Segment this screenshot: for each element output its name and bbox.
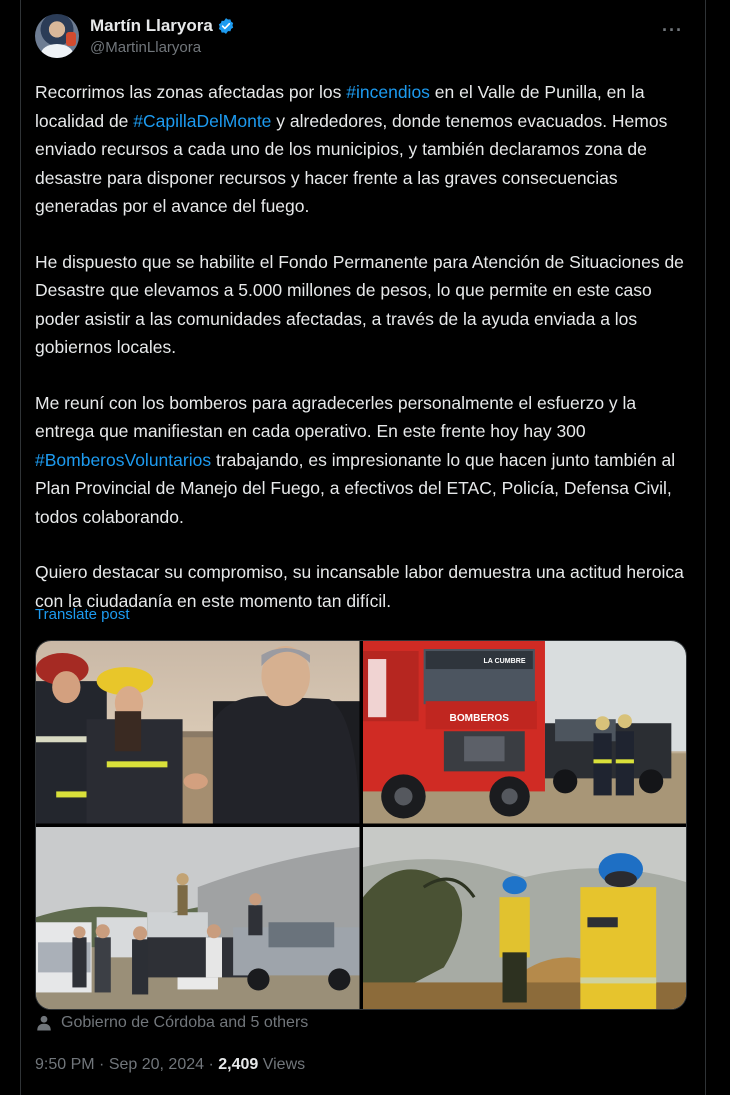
translate-post-link[interactable]: Translate post bbox=[35, 606, 130, 623]
name-row bbox=[90, 16, 235, 36]
post-metadata bbox=[35, 1056, 305, 1074]
avatar-accent bbox=[66, 32, 76, 46]
post-date[interactable]: Sep 20, 2024 bbox=[108, 1056, 205, 1073]
avatar[interactable] bbox=[35, 14, 79, 58]
avatar-shirt bbox=[41, 44, 73, 58]
tagged-text: Gobierno de Córdoba and 5 others bbox=[61, 1014, 309, 1031]
person-icon bbox=[35, 1014, 53, 1032]
paragraph-1 bbox=[35, 78, 695, 221]
photo-firefighters-smoke[interactable] bbox=[363, 827, 687, 1010]
text-span: trabajando, es impresionante lo que hacen junto también al Plan Provincial de Manejo del Fuego, a efectivos del ETAC, Policía, Defensa Civil, todos colaborando. bbox=[35, 449, 676, 527]
text-span: Recorrimos las zonas afectadas por los bbox=[35, 82, 347, 102]
text-span: y alrededores, donde tenemos evacuados. Hemos enviado recursos a cada uno de los municipios, y también declaramos zona de desastre para disponer recursos y hacer frente a las graves consecuencias generadas por el avance del fuego. bbox=[35, 110, 668, 216]
truck-label: BOMBEROS bbox=[449, 713, 509, 725]
media-grid bbox=[35, 640, 687, 1010]
display-name[interactable]: Martín Llaryora bbox=[90, 16, 213, 35]
photo-supplies[interactable] bbox=[36, 827, 360, 1010]
hashtag-bomberos-voluntarios[interactable]: #BomberosVoluntarios bbox=[35, 449, 212, 470]
photo-handshake-image bbox=[36, 641, 360, 824]
hashtag-capilla-del-monte[interactable]: #CapillaDelMonte bbox=[133, 110, 272, 131]
meta-separator: · bbox=[94, 1056, 109, 1073]
photo-firefighters-smoke-image bbox=[363, 827, 687, 1010]
paragraph-2: He dispuesto que se habilite el Fondo Permanente para Atención de Situaciones de Desastre que elevamos a 5.000 millones de pesos, lo que permite en este caso poder asistir a las comunidades afectadas, a través de la ayuda enviada a los gobiernos locales. bbox=[35, 251, 684, 357]
tweet-container bbox=[20, 0, 706, 1095]
views-count[interactable]: 2,409 bbox=[218, 1056, 259, 1073]
post-text bbox=[35, 78, 695, 642]
paragraph-3 bbox=[35, 389, 695, 532]
tweet-header bbox=[35, 14, 691, 64]
paragraph-4: Quiero destacar su compromiso, su incansable labor demuestra una actitud heroica con la ciudadanía en este momento tan difícil. bbox=[35, 562, 684, 611]
text-span: en el Valle de Punilla, en la localidad de bbox=[35, 82, 645, 131]
hashtag-incendios[interactable]: #incendios bbox=[346, 82, 430, 102]
photo-supplies-image bbox=[36, 827, 360, 1010]
verified-badge-icon bbox=[217, 17, 235, 35]
user-handle[interactable]: @MartinLlaryora bbox=[90, 39, 202, 56]
more-options-icon[interactable]: ··· bbox=[662, 20, 683, 40]
views-label: Views bbox=[258, 1056, 306, 1073]
truck-plate: LA CUMBRE bbox=[482, 658, 526, 666]
photo-fire-truck-image bbox=[363, 641, 687, 824]
post-time[interactable]: 9:50 PM bbox=[35, 1056, 95, 1073]
photo-handshake[interactable] bbox=[36, 641, 360, 824]
photo-fire-truck[interactable] bbox=[363, 641, 687, 824]
meta-separator: · bbox=[204, 1056, 219, 1073]
text-span: Me reuní con los bomberos para agradecerles personalmente el esfuerzo y la entrega que manifiestan en cada operativo. En este frente hoy hay 300 bbox=[35, 392, 637, 441]
tagged-users[interactable] bbox=[35, 1014, 308, 1032]
